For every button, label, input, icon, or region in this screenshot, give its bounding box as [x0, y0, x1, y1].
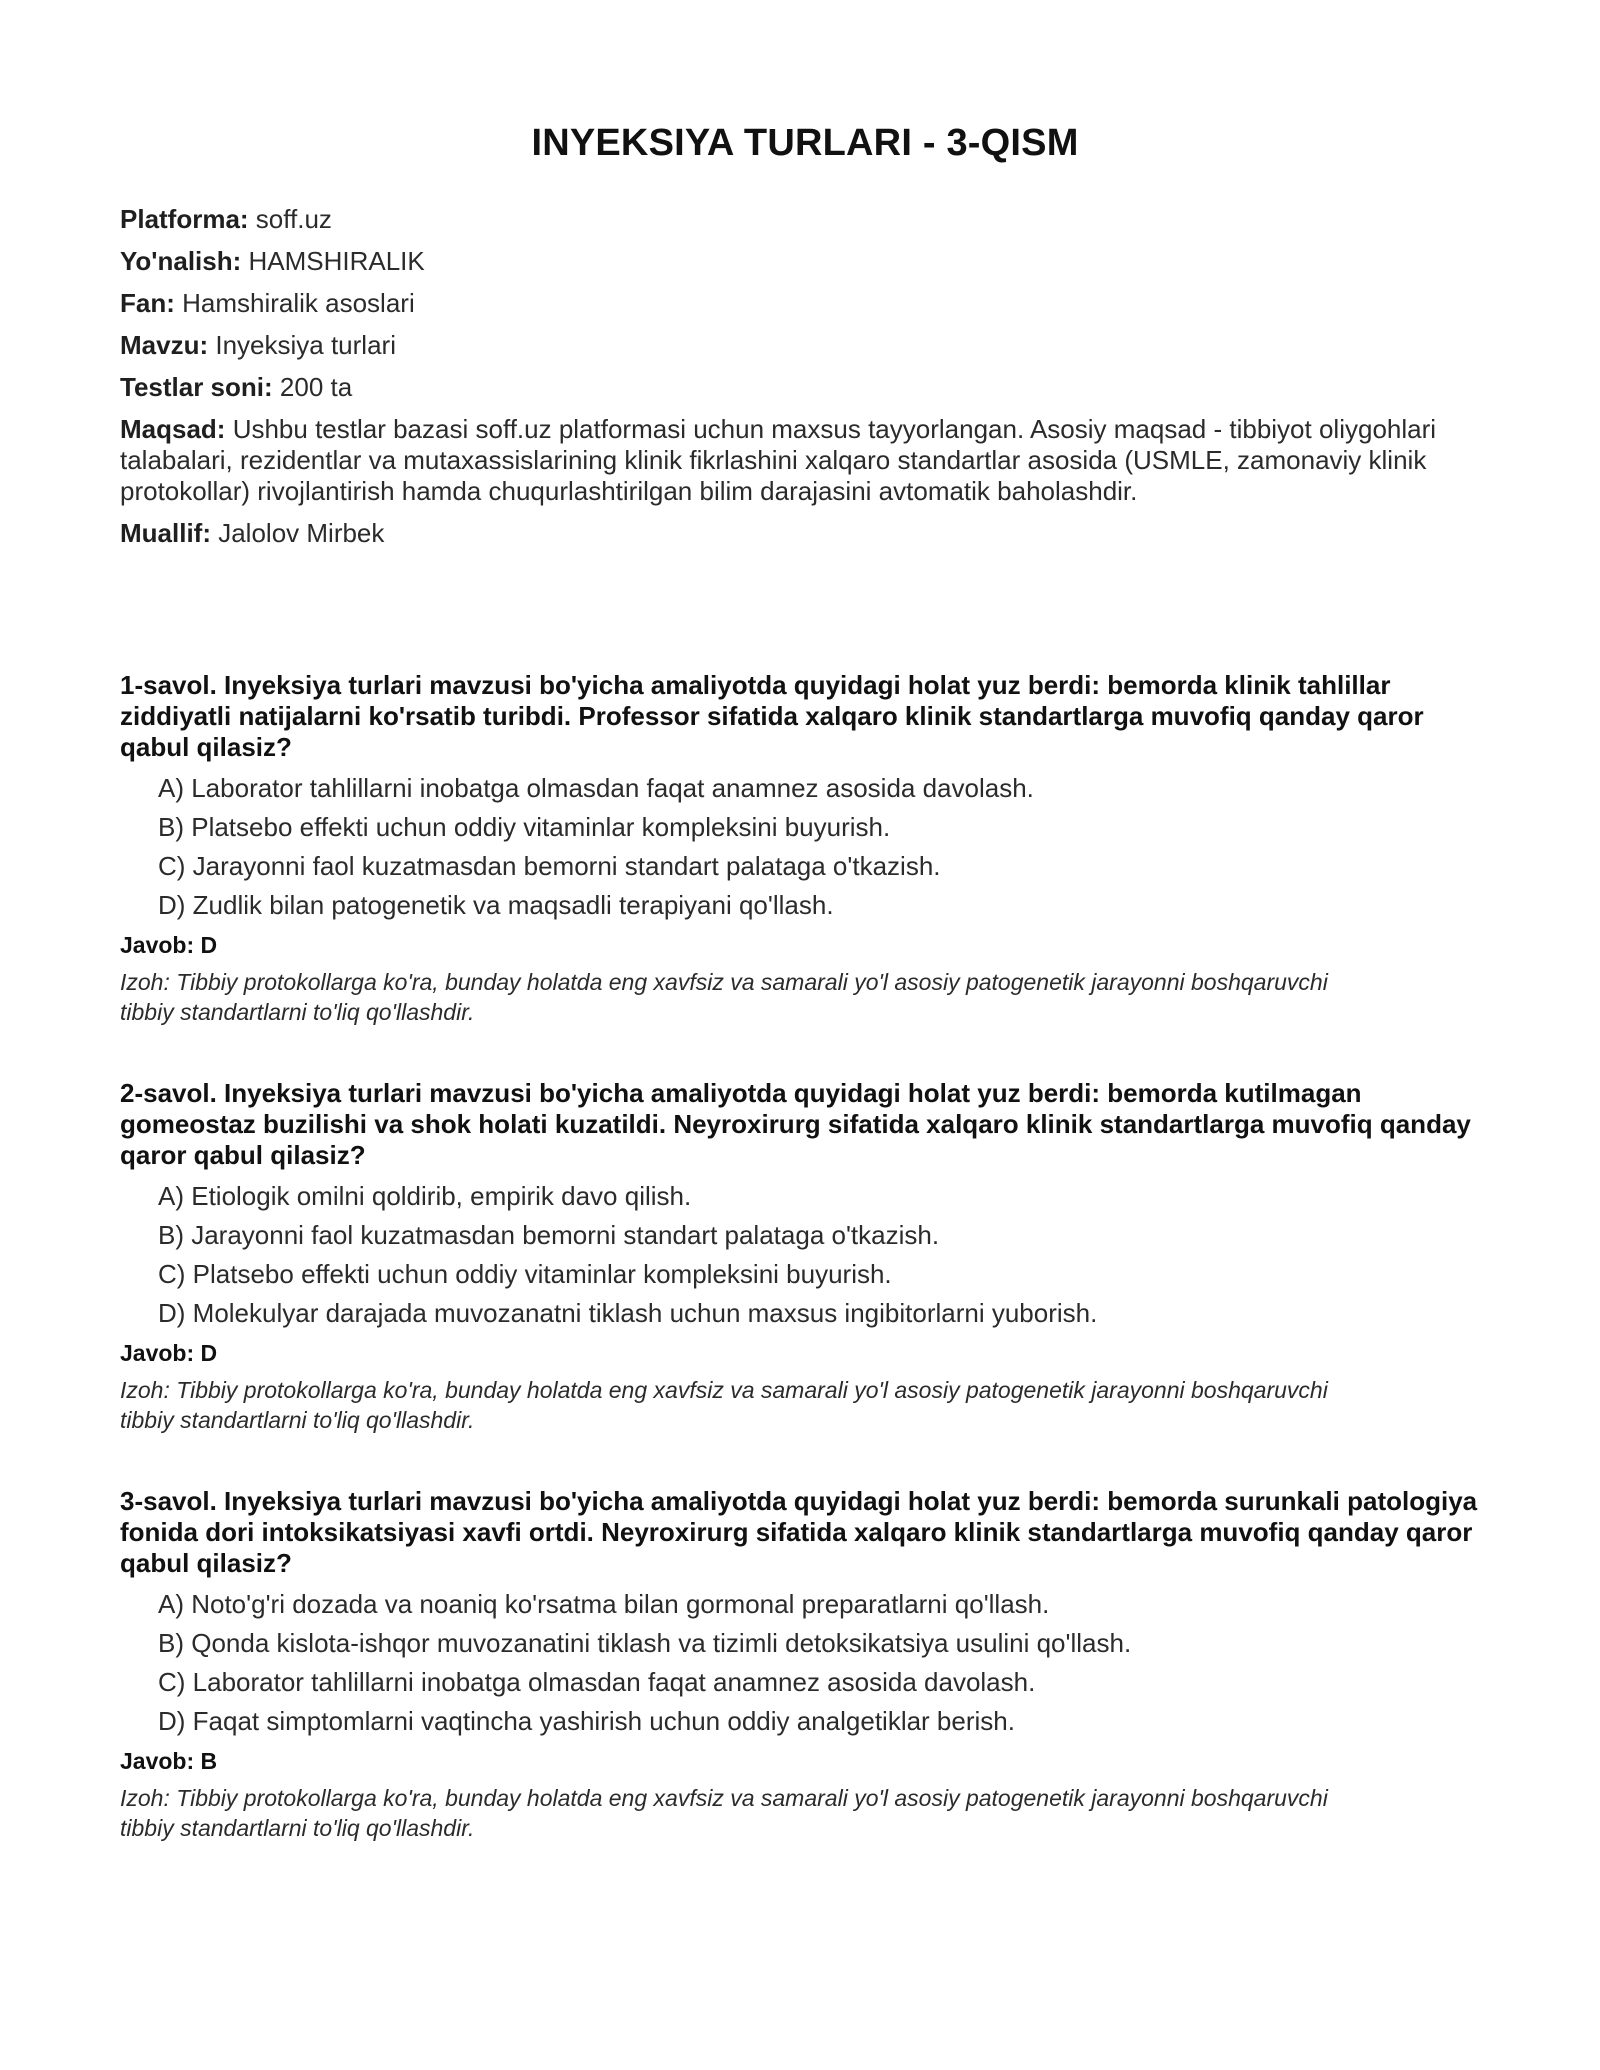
- option-b: B) Qonda kislota-ishqor muvozanatini tiklash va tizimli detoksikatsiya usulini qo'llash.: [158, 1628, 1132, 1658]
- meta-value: Ushbu testlar bazasi soff.uz platformasi uchun maxsus tayyorlangan. Asosiy maqsad - tibbiyot oliygohlari talabalari, rezidentlar va mutaxassislarining klinik fikrlashini xalqaro standartlar asosida (USMLE, zamonaviy klinik protokollar) rivojlantirish hamda chuqurlashtirilgan bilim darajasini avtomatik baholashdir.: [120, 414, 1437, 506]
- question-text: 3-savol. Inyeksiya turlari mavzusi bo'yicha amaliyotda quyidagi holat yuz berdi: bemorda surunkali patologiya fonida dori intoksikatsiyasi xavfi ortdi. Neyroxirurg sifatida xalqaro klinik standartlarga muvofiq qanday qaror qabul qilasiz?: [120, 1486, 1478, 1578]
- option-a: A) Etiologik omilni qoldirib, empirik davo qilish.: [158, 1181, 692, 1211]
- question-text: 1-savol. Inyeksiya turlari mavzusi bo'yicha amaliyotda quyidagi holat yuz berdi: bemorda klinik tahlillar ziddiyatli natijalarni ko'rsatib turibdi. Professor sifatida xalqaro klinik standartlarga muvofiq qanday qaror qabul qilasiz?: [120, 670, 1424, 762]
- question-3: [120, 1486, 1490, 1894]
- metadata-block: [120, 204, 1480, 560]
- answer-key: Javob: D: [120, 932, 218, 958]
- answer-options: [120, 1181, 1490, 1329]
- meta-topic: [120, 330, 1480, 361]
- meta-value: Inyeksiya turlari: [208, 330, 396, 360]
- meta-author: [120, 518, 1480, 549]
- option-c: C) Platsebo effekti uchun oddiy vitaminlar kompleksini buyurish.: [158, 1259, 892, 1289]
- explanation: Izoh: Tibbiy protokollarga ko'ra, bunday holatda eng xavfsiz va samarali yo'l asosiy patogenetik jarayonni boshqaruvchi tibbiy standartlarni to'liq qo'llashdir.: [120, 1785, 1328, 1841]
- meta-label: Muallif:: [120, 518, 211, 548]
- answer-options: [120, 773, 1490, 921]
- option-d: D) Faqat simptomlarni vaqtincha yashirish uchun oddiy analgetiklar berish.: [158, 1706, 1015, 1736]
- option-b: B) Platsebo effekti uchun oddiy vitaminlar kompleksini buyurish.: [158, 812, 891, 842]
- meta-platform: [120, 204, 1480, 235]
- option-b: B) Jarayonni faol kuzatmasdan bemorni standart palataga o'tkazish.: [158, 1220, 940, 1250]
- option-c: C) Laborator tahlillarni inobatga olmasdan faqat anamnez asosida davolash.: [158, 1667, 1036, 1697]
- meta-label: Fan:: [120, 288, 175, 318]
- meta-value: HAMSHIRALIK: [241, 246, 425, 276]
- answer-options: [120, 1589, 1490, 1737]
- answer-key: Javob: B: [120, 1748, 218, 1774]
- option-a: A) Noto'g'ri dozada va noaniq ko'rsatma bilan gormonal preparatlarni qo'llash.: [158, 1589, 1050, 1619]
- meta-value: Jalolov Mirbek: [211, 518, 385, 548]
- meta-subject: [120, 288, 1480, 319]
- question-1: [120, 670, 1490, 1078]
- meta-label: Maqsad:: [120, 414, 226, 444]
- meta-purpose: [120, 414, 1480, 507]
- question-2: [120, 1078, 1490, 1486]
- meta-direction: [120, 246, 1480, 277]
- option-a: A) Laborator tahlillarni inobatga olmasdan faqat anamnez asosida davolash.: [158, 773, 1034, 803]
- explanation: Izoh: Tibbiy protokollarga ko'ra, bunday holatda eng xavfsiz va samarali yo'l asosiy patogenetik jarayonni boshqaruvchi tibbiy standartlarni to'liq qo'llashdir.: [120, 1377, 1328, 1433]
- document-title: INYEKSIYA TURLARI - 3-QISM: [531, 122, 1079, 164]
- option-d: D) Zudlik bilan patogenetik va maqsadli terapiyani qo'llash.: [158, 890, 834, 920]
- option-d: D) Molekulyar darajada muvozanatni tiklash uchun maxsus ingibitorlarni yuborish.: [158, 1298, 1098, 1328]
- meta-label: Yo'nalish:: [120, 246, 242, 276]
- answer-key: Javob: D: [120, 1340, 218, 1366]
- meta-value: soff.uz: [248, 204, 332, 234]
- meta-test-count: [120, 372, 1480, 403]
- explanation: Izoh: Tibbiy protokollarga ko'ra, bunday holatda eng xavfsiz va samarali yo'l asosiy patogenetik jarayonni boshqaruvchi tibbiy standartlarni to'liq qo'llashdir.: [120, 969, 1328, 1025]
- option-c: C) Jarayonni faol kuzatmasdan bemorni standart palataga o'tkazish.: [158, 851, 941, 881]
- meta-label: Mavzu:: [120, 330, 209, 360]
- meta-value: Hamshiralik asoslari: [174, 288, 415, 318]
- question-list: [120, 670, 1490, 1894]
- question-text: 2-savol. Inyeksiya turlari mavzusi bo'yicha amaliyotda quyidagi holat yuz berdi: bemorda kutilmagan gomeostaz buzilishi va shok holati kuzatildi. Neyroxirurg sifatida xalqaro klinik standartlarga muvofiq qanday qaror qabul qilasiz?: [120, 1078, 1471, 1170]
- meta-value: 200 ta: [272, 372, 353, 402]
- meta-label: Platforma:: [120, 204, 249, 234]
- meta-label: Testlar soni:: [120, 372, 273, 402]
